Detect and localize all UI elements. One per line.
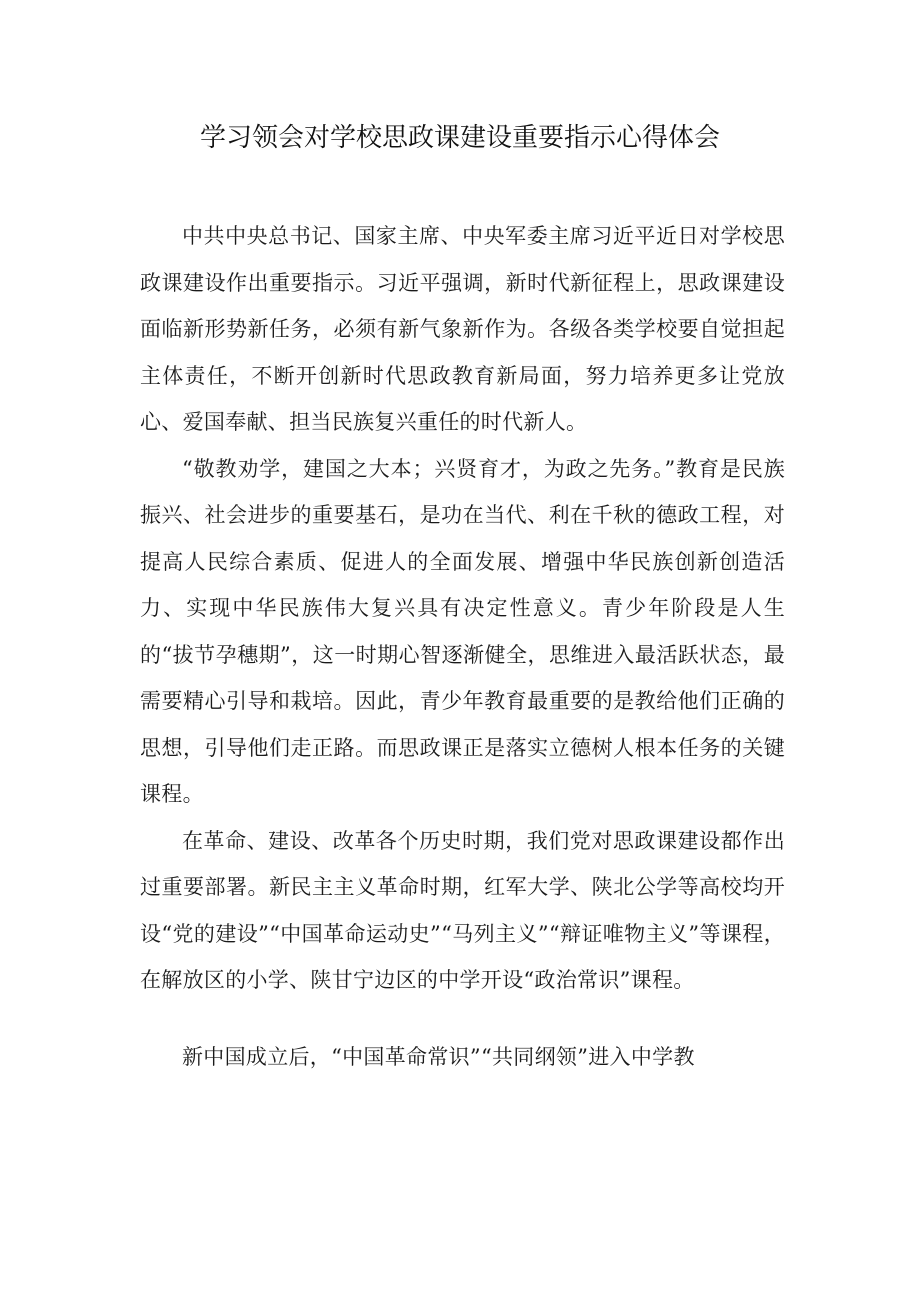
document-title: 学习领会对学校思政课建设重要指示心得体会 xyxy=(199,123,720,153)
paragraph-4: 新中国成立后，“中国革命常识”“共同纲领”进入中学教 xyxy=(182,1044,695,1069)
paragraph-1: 中共中央总书记、国家主席、中央军委主席习近平近日对学校思政课建设作出重要指示。习近平强调，新时代新征程上，思政课建设面临新形势新任务，必须有新气象新作为。各级各类学校要自觉担起主体责任，不断开创新时代思政教育新局面，努力培养更多让党放心、爱国奉献、担当民族复兴重任的时代新人。 xyxy=(140,224,785,434)
paragraph-2: “敬教劝学，建国之大本；兴贤育才，为政之先务。”教育是民族振兴、社会进步的重要基石，是功在当代、利在千秋的德政工程，对提高人民综合素质、促进人的全面发展、增强中华民族创新创造活力、实现中华民族伟大复兴具有决定性意义。青少年阶段是人生的“拔节孕穗期”，这一时期心智逐渐健全，思维进入最活跃状态，最需要精心引导和栽培。因此，青少年教育最重要的是教给他们正确的思想，引导他们走正路。而思政课正是落实立德树人根本任务的关键课程。 xyxy=(140,456,785,806)
document-body xyxy=(140,213,785,1080)
paragraph-3: 在革命、建设、改革各个历史时期，我们党对思政课建设都作出过重要部署。新民主主义革命时期，红军大学、陕北公学等高校均开设“党的建设”“中国革命运动史”“马列主义”“辩证唯物主义”等课程，在解放区的小学、陕甘宁边区的中学开设“政治常识”课程。 xyxy=(140,828,785,992)
